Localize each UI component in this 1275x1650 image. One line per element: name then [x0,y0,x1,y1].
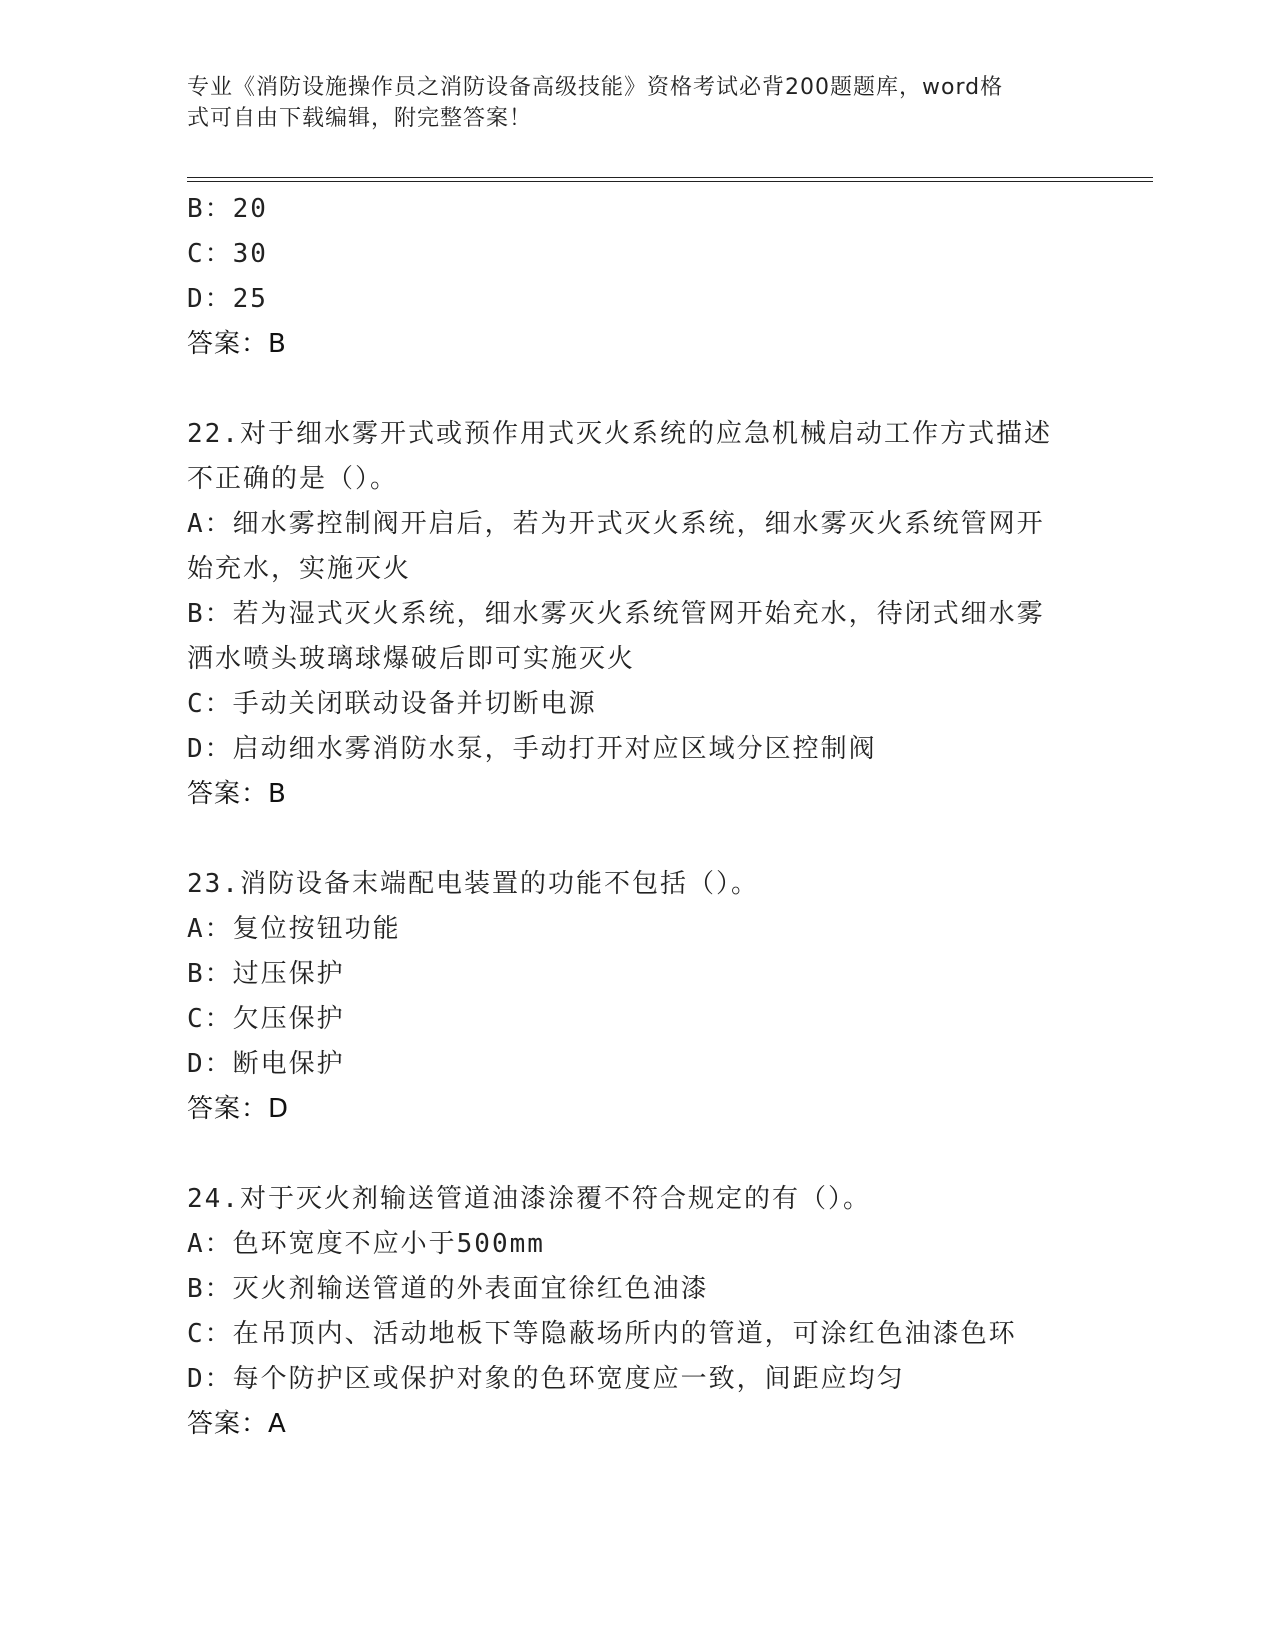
option-b: B：过压保护 [187,959,345,989]
header-line-2: 式可自由下载编辑，附完整答案！ [187,106,533,131]
option-a: A：复位按钮功能 [187,914,401,944]
header-rule-top [187,177,1153,178]
question-stem: 23.消防设备末端配电装置的功能不包括（）。 [187,869,759,899]
answer-line: 答案：B [187,329,287,359]
answer-line: 答案：A [187,1409,287,1439]
option-b: B：灭火剂输送管道的外表面宜徐红色油漆 [187,1274,709,1304]
header-line-1: 专业《消防设施操作员之消防设备高级技能》资格考试必背200题题库，word格 [187,75,1004,100]
question-spacer [187,1132,1067,1177]
question-21-tail [187,187,1067,367]
question-24 [187,1177,1067,1447]
option-a: A：色环宽度不应小于500mm [187,1229,545,1259]
option-c: C：30 [187,239,268,269]
question-list [187,187,1067,1447]
option-b-line-1: B：若为湿式灭火系统，细水雾灭火系统管网开始充水，待闭式细水雾 [187,599,1045,629]
option-c: C：在吊顶内、活动地板下等隐蔽场所内的管道，可涂红色油漆色环 [187,1319,1017,1349]
option-d: D：25 [187,284,268,314]
document-header [187,72,1067,134]
question-23 [187,862,1067,1132]
option-a-line-2: 始充水，实施灭火 [187,554,412,584]
option-d: D：启动细水雾消防水泵，手动打开对应区域分区控制阀 [187,734,877,764]
header-rule-bottom [187,181,1153,182]
option-d: D：每个防护区或保护对象的色环宽度应一致，间距应均匀 [187,1364,905,1394]
option-a-line-1: A：细水雾控制阀开启后，若为开式灭火系统，细水雾灭火系统管网开 [187,509,1045,539]
question-spacer [187,367,1067,412]
option-b-line-2: 洒水喷头玻璃球爆破后即可实施灭火 [187,644,636,674]
question-stem: 24.对于灭火剂输送管道油漆涂覆不符合规定的有（）。 [187,1184,871,1214]
option-d: D：断电保护 [187,1049,345,1079]
question-spacer [187,817,1067,862]
option-b: B：20 [187,194,268,224]
answer-line: 答案：D [187,1094,290,1124]
option-c: C：手动关闭联动设备并切断电源 [187,689,597,719]
answer-line: 答案：B [187,779,287,809]
question-22 [187,412,1067,817]
question-stem-line-2: 不正确的是（）。 [187,464,399,494]
question-stem-line-1: 22.对于细水雾开式或预作用式灭火系统的应急机械启动工作方式描述 [187,419,1052,449]
option-c: C：欠压保护 [187,1004,345,1034]
